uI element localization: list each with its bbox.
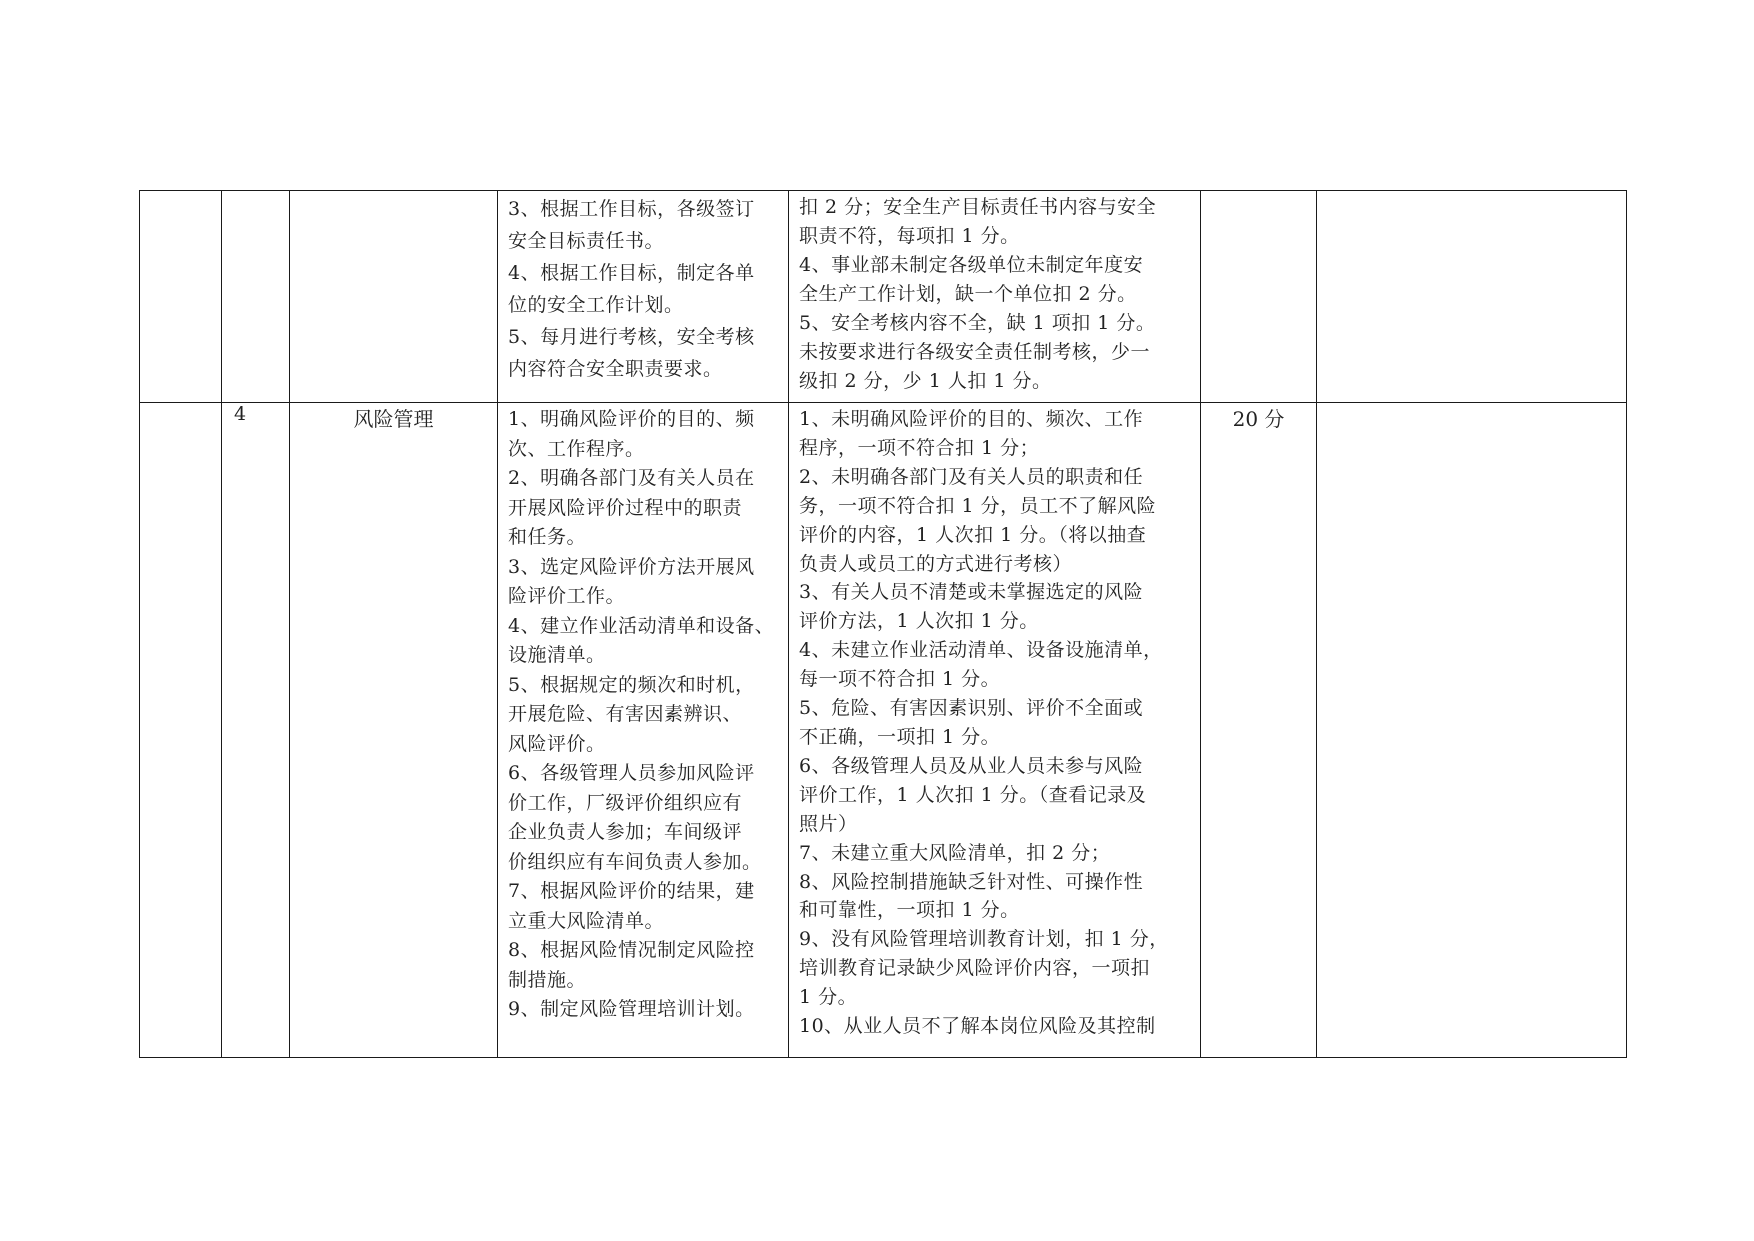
criteria-cell: 1、未明确风险评价的目的、频次、工作 程序，一项不符合扣 1 分； 2、未明确各部门及有关人员的职责和任 务，一项不符合扣 1 分，员工不了解风险 评价的内容，1 人次扣 1 分。（将以抽查 负责人或员工的方式进行考核） 3、有关人员不清楚或未掌握选定的风险 评价方法，1 人次扣 1 分。 4、未建立作业活动清单、设备设施清单， 每一项不符合扣 1 分。 5、危险、有害因素识别、评价不全面或 不正确，一项扣 1 分。 6、各级管理人员及从业人员未参与风险 评价工作，1 人次扣 1 分。（查看记录及 照片） 7、未建立重大风险清单，扣 2 分； 8、风险控制措施缺乏针对性、可操作性 和可靠性，一项扣 1 分。 9、没有风险管理培训教育计划，扣 1 分， 培训教育记录缺少风险评价内容，一项扣 1 分。 10、从业人员不了解本岗位风险及其控制 <box>789 403 1201 1058</box>
score-cell: 20 分 <box>1201 403 1317 1058</box>
score-cell <box>1201 191 1317 403</box>
blank-column-cell <box>140 403 222 1058</box>
item-cell <box>290 191 498 403</box>
index-cell: 4 <box>222 403 290 1058</box>
remarks-cell <box>1317 191 1627 403</box>
item-cell: 风险管理 <box>290 403 498 1058</box>
table-row <box>140 403 1627 1058</box>
scoring-table <box>139 190 1627 1058</box>
requirements-cell: 3、根据工作目标，各级签订 安全目标责任书。 4、根据工作目标，制定各单 位的安全工作计划。 5、每月进行考核，安全考核 内容符合安全职责要求。 <box>498 191 789 403</box>
index-cell <box>222 191 290 403</box>
criteria-cell: 扣 2 分；安全生产目标责任书内容与安全 职责不符，每项扣 1 分。 4、事业部未制定各级单位未制定年度安 全生产工作计划，缺一个单位扣 2 分。 5、安全考核内容不全，缺 1 项扣 1 分。 未按要求进行各级安全责任制考核，少一 级扣 2 分，少 1 人扣 1 分。 <box>789 191 1201 403</box>
blank-column-cell <box>140 191 222 403</box>
remarks-cell <box>1317 403 1627 1058</box>
table-row <box>140 191 1627 403</box>
requirements-cell: 1、明确风险评价的目的、频 次、工作程序。 2、明确各部门及有关人员在 开展风险评价过程中的职责 和任务。 3、选定风险评价方法开展风 险评价工作。 4、建立作业活动清单和设备、 设施清单。 5、根据规定的频次和时机， 开展危险、有害因素辨识、 风险评价。 6、各级管理人员参加风险评 价工作，厂级评价组织应有 企业负责人参加；车间级评 价组织应有车间负责人参加。 7、根据风险评价的结果，建 立重大风险清单。 8、根据风险情况制定风险控 制措施。 9、制定风险管理培训计划。 <box>498 403 789 1058</box>
